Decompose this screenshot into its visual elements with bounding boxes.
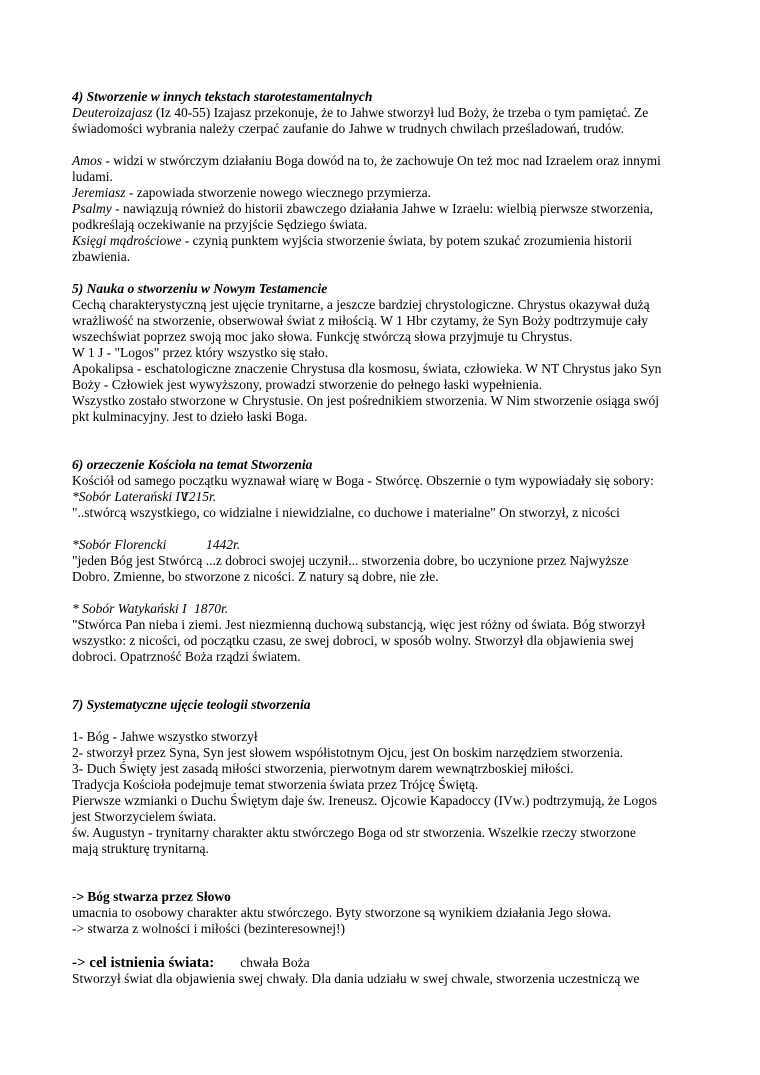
spacer <box>72 137 692 153</box>
paragraph-line: św. Augustyn - trynitarny charakter aktu stwórczego Boga od str stworzenia. Wszelkie rzeczy stworzone <box>72 825 636 840</box>
list-item: 1- Bóg - Jahwe wszystko stworzył <box>72 729 258 744</box>
paragraph-line: wszechświat poprzez swoją moc jako słowa. Funkcję stwórczą słowa przyjmuje tu Chrystus. <box>72 329 573 344</box>
council-quote: "Stwórca Pan nieba i ziemi. Jest niezmienną duchową substancją, więc jest różny od świata. Bóg stworzył <box>72 617 646 632</box>
council-heading <box>72 601 692 617</box>
text-segment: (Iz 40-55) Izajasz przekonuje, że to Jahwe stworzył lud Boży, że trzeba o tym pamiętać. Ze <box>152 105 649 120</box>
council-quote: "jeden Bóg jest Stwórcą ...z dobroci swojej uczynił... stworzenia dobre, bo uczynione przez Najwyższe <box>72 553 629 568</box>
spacer <box>72 521 692 537</box>
paragraph-line: umacnia to osobowy charakter aktu stwórczego. Byty stworzone są wynikiem działania Jego słowa. <box>72 905 612 920</box>
council-heading <box>72 489 692 505</box>
paragraph-line: Pierwsze wzmianki o Duchu Świętym daje św. Ireneusz. Ojcowie Kapadoccy (IVw.) podtrzymują, że Logos <box>72 793 657 808</box>
text-segment: - nawiązują również do historii zbawczego działania Jahwe w Izraelu: wielbią pierwsze stworzenia, <box>111 201 654 216</box>
section-5-heading: 5) Nauka o stworzeniu w Nowym Testamencie <box>72 281 328 296</box>
paragraph-line: Cechą charakterystyczną jest ujęcie trynitarne, a jeszcze bardziej chrystologiczne. Chrystus okazywał dużą <box>72 297 650 312</box>
term-amos: Amos <box>72 153 102 168</box>
cel-line <box>72 955 692 971</box>
spacer <box>72 857 692 873</box>
section-6-heading: 6) orzeczenie Kościoła na temat Stworzenia <box>72 457 313 472</box>
paragraph-line: podkreślają oczekiwanie na przyjście Sędziego świata. <box>72 217 368 232</box>
paragraph-line: Tradycja Kościoła podejmuje temat stworzenia świata przez Trójcę Świętą. <box>72 777 479 792</box>
spacer <box>72 937 692 955</box>
list-item: 2- stworzył przez Syna, Syn jest słowem współistotnym Ojcu, jest On boskim narzędziem stworzenia. <box>72 745 624 760</box>
paragraph-line <box>72 153 692 169</box>
section-4-heading: 4) Stworzenie w innych tekstach starotestamentalnych <box>72 89 373 104</box>
term-jeremiasz: Jeremiasz <box>72 185 126 200</box>
paragraph-line: Apokalipsa - eschatologiczne znaczenie Chrystusa dla kosmosu, świata, człowieka. W NT Chrystus jako Syn <box>72 361 662 376</box>
paragraph-line: jest Stworzycielem świata. <box>72 809 217 824</box>
spacer <box>72 425 692 441</box>
council-heading <box>72 537 692 553</box>
cel-value: chwała Boża <box>240 955 310 970</box>
paragraph-line: pkt kulminacyjny. Jest to dzieło łaski Boga. <box>72 409 308 424</box>
paragraph-line: W 1 J - "Logos" przez który wszystko się stało. <box>72 345 328 360</box>
spacer <box>72 665 692 681</box>
paragraph-line: świadomości wybrania należy czerpać zaufanie do Jahwe w trudnych chwilach prześladowań, trudów. <box>72 121 625 136</box>
paragraph-line: wrażliwość na stworzenie, obserwował świat z miłością. W 1 Hbr czytamy, że Syn Boży podtrzymuje cały <box>72 313 648 328</box>
spacer <box>72 265 692 281</box>
text-segment: - widzi w stwórczym działaniu Boga dowód na to, że zachowuje On też moc nad Izraelem oraz innymi <box>102 153 661 168</box>
spacer <box>72 441 692 457</box>
council-name: *Sobór Laterański IV <box>72 489 189 504</box>
spacer <box>72 585 692 601</box>
paragraph-line: Wszystko zostało stworzone w Chrystusie. On jest pośrednikiem stworzenia. W Nim stworzenie osiąga swój <box>72 393 660 408</box>
bold-phrase: Bóg stwarza przez Słowo <box>87 889 231 904</box>
text-segment: - zapowiada stworzenie nowego wiecznego przymierza. <box>125 185 431 200</box>
council-year: 1215r. <box>182 489 217 504</box>
document-body <box>72 89 692 987</box>
council-quote: "..stwórcą wszystkiego, co widzialne i niewidzialne, co duchowe i materialne" On stworzył, z nicości <box>72 505 620 520</box>
arrow-line <box>72 889 692 905</box>
paragraph-line <box>72 201 692 217</box>
term-psalmy: Psalmy <box>72 201 112 216</box>
list-item: 3- Duch Święty jest zasadą miłości stworzenia, pierwotnym darem wewnątrzboskiej miłości. <box>72 761 574 776</box>
paragraph-line: mają strukturę trynitarną. <box>72 841 209 856</box>
council-name: * Sobór Watykański I <box>72 601 187 616</box>
paragraph-line: Stworzył świat dla objawienia swej chwały. Dla dania udziału w swej chwale, stworzenia uczestniczą we <box>72 971 640 986</box>
paragraph-line: -> stwarza z wolności i miłości (bezinteresownej!) <box>72 921 346 936</box>
text-segment: - czynią punktem wyjścia stworzenie świata, by potem szukać zrozumienia historii <box>181 233 632 248</box>
council-year: 1442r. <box>206 537 241 552</box>
council-year: 1870r. <box>194 601 229 616</box>
paragraph-line: Boży - Człowiek jest wywyższony, prowadzi stworzenie do pełnego łaski wypełnienia. <box>72 377 543 392</box>
section-7-heading: 7) Systematyczne ujęcie teologii stworzenia <box>72 697 311 712</box>
council-quote: Dobro. Zmienne, bo stworzone z nicości. Z natury są dobre, nie złe. <box>72 569 439 584</box>
council-name: *Sobór Florencki <box>72 537 167 552</box>
spacer <box>72 873 692 889</box>
term-deuteroizajasz: Deuteroizajasz <box>72 105 153 120</box>
paragraph-line: zbawienia. <box>72 249 131 264</box>
spacer <box>72 713 692 729</box>
paragraph-line <box>72 105 692 121</box>
paragraph-line: ludami. <box>72 169 113 184</box>
council-quote: dobroci. Opatrzność Boża rządzi światem. <box>72 649 301 664</box>
paragraph-line <box>72 185 692 201</box>
cel-label: -> cel istnienia świata: <box>72 955 215 971</box>
term-ksiegi-madrosciowe: Księgi mądrościowe <box>72 233 182 248</box>
paragraph-line <box>72 233 692 249</box>
arrow-marker: -> <box>72 889 84 904</box>
paragraph-line: Kościół od samego początku wyznawał wiarę w Boga - Stwórcę. Obszernie o tym wypowiadały się sobory: <box>72 473 654 488</box>
spacer <box>72 681 692 697</box>
council-quote: wszystko: z nicości, od początku czasu, ze swej dobroci, w sposób wolny. Stworzył dla objawienia swej <box>72 633 634 648</box>
